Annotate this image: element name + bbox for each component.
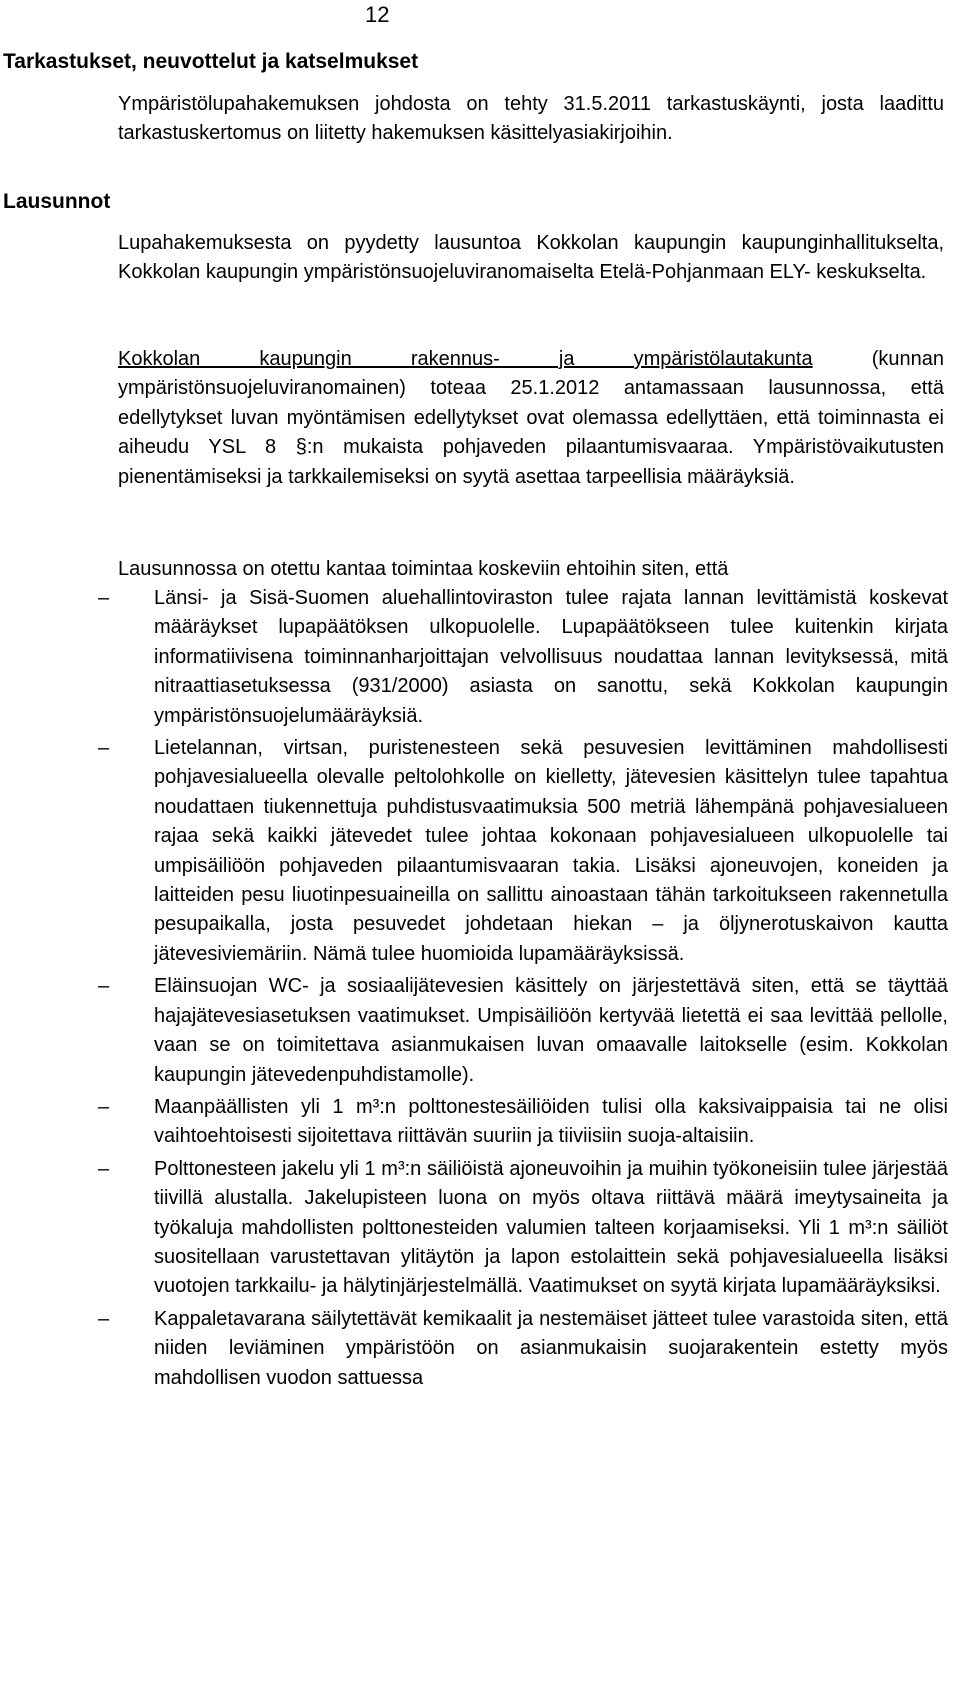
conditions-list <box>98 584 948 1396</box>
list-item <box>98 972 948 1090</box>
list-item-text: Lietelannan, virtsan, puristenesteen sekä pesuvesien levittäminen mahdollisesti pohjavesialueella olevalle peltolohkolle on kielletty, jätevesien käsittelyn tulee tapahtua noudattaen tiukennettuja puhdistusvaatimuksia 500 metriä lähempänä pohjavesialueen rajaa sekä kaikki jätevedet tulee johtaa kokonaan pohjavesialueen ulkopuolelle tai umpisäiliöön pohjaveden pilaantumisvaaran takia. Lisäksi ajoneuvojen, koneiden ja laitteiden pesu liuotinpesuaineilla on sallittu ainoastaan tähän tarkoitukseen rakennetulla pesupaikalla, josta pesuvedet johdetaan hiekan – ja öljynerotuskaivon kautta jätevesiviemäriin. Nämä tulee huomioida lupamääräyksissä. <box>154 737 948 965</box>
dash-bullet-icon: – <box>98 587 110 609</box>
dash-bullet-icon: – <box>98 1095 110 1118</box>
inspections-text: Ympäristölupahakemuksen johdosta on tehty 31.5.2011 tarkastuskäynti, josta laadittu tarkastuskertomus on liitetty hakemuksen käsittelyasiakirjoihin. <box>118 93 944 145</box>
page-number: 12 <box>365 2 390 27</box>
inspections-heading: Tarkastukset, neuvottelut ja katselmukset <box>3 50 419 73</box>
list-item-text: Polttonesteen jakelu yli 1 m³:n säiliöistä ajoneuvoihin ja muihin työkoneisiin tulee järjestää tiivillä alustalla. Jakelupisteen luona on myös oltava riittävä määrä imeytysaineita ja työkaluja mahdollisten polttonesteiden valumien talteen korjaamiseksi. Yli 1 m³:n säiliöt suositellaan varustettavan ylitäytön ja lapon estolaittein sekä pohjavesialueella lisäksi vuotojen tarkkailu- ja hälytinjärjestelmällä. Vaatimukset on syytä kirjata lupamääräyksiksi. <box>154 1157 948 1298</box>
committee-statement <box>118 345 944 492</box>
list-item-text: Kappaletavarana säilytettävät kemikaalit ja nestemäiset jätteet tulee varastoida siten, että niiden leviäminen ympäristöön on asianmukaisin suojarakentein estetty myös mahdollisen vuodon sattuessa <box>154 1307 948 1389</box>
dash-bullet-icon: – <box>98 737 110 760</box>
list-item <box>98 734 948 969</box>
list-item <box>98 1305 948 1393</box>
committee-name: Kokkolan kaupungin rakennus- ja ympäristölautakunta <box>118 348 813 370</box>
list-item <box>98 1155 948 1302</box>
list-item <box>98 1093 948 1152</box>
committee-text: (kunnan ympäristönsuojeluviranomainen) toteaa 25.1.2012 antamassaan lausunnossa, että edellytykset luvan myöntämisen edellytykset ovat olemassa edellyttäen, että toiminnasta ei aiheudu YSL 8 §:n mukaista pohjaveden pilaantumisvaaraa. Ympäristövaikutusten pienentämiseksi ja tarkkailemiseksi on syytä asettaa tarpeellisia määräyksiä. <box>118 348 944 488</box>
list-item-text: Länsi- ja Sisä-Suomen aluehallintoviraston tulee rajata lannan levittämistä koskevat määräykset lupapäätöksen ulkopuolelle. Lupapäätökseen tulee kuitenkin kirjata informatiivisena toiminnanharjoittajan velvollisuus noudattaa lannan levityksessä, mitä nitraattiasetuksessa (931/2000) asiasta on sanottu, sekä Kokkolan kaupungin ympäristönsuojelumääräyksiä. <box>154 587 948 727</box>
conditions-intro: Lausunnossa on otettu kantaa toimintaa koskeviin ehtoihin siten, että <box>118 558 729 580</box>
dash-bullet-icon: – <box>98 1307 110 1330</box>
statements-intro: Lupahakemuksesta on pyydetty lausuntoa Kokkolan kaupungin kaupunginhallitukselta, Kokkolan kaupungin ympäristönsuojeluviranomaiselta Etelä-Pohjanmaan ELY- keskukselta. <box>118 232 944 284</box>
statements-heading: Lausunnot <box>3 190 111 213</box>
list-item-text: Eläinsuojan WC- ja sosiaalijätevesien käsittely on järjestettävä siten, että se täyttää hajajätevesiasetuksen vaatimukset. Umpisäiliöön kertyvää lietettä ei saa levittää pellolle, vaan se on toimitettava asianmukaisen luvan omaavalle laitokselle (esim. Kokkolan kaupungin jätevedenpuhdistamolle). <box>154 975 948 1086</box>
dash-bullet-icon: – <box>98 1157 110 1180</box>
list-item-text: Maanpäällisten yli 1 m³:n polttonestesäiliöiden tulisi olla kaksivaippaisia tai ne olisi vaihtoehtoisesti sijoitettava riittävän suuriin ja tiiviisiin suoja-altaisiin. <box>154 1095 948 1148</box>
list-item <box>98 584 948 731</box>
dash-bullet-icon: – <box>98 975 110 998</box>
